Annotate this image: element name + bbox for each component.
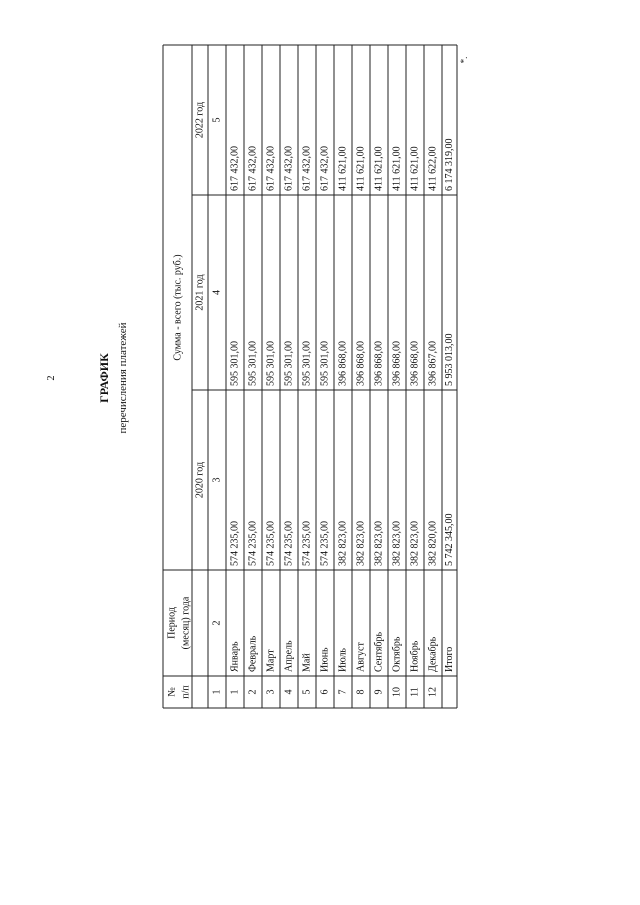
total-value-2021: 5 953 013,00 bbox=[444, 333, 455, 386]
table-row bbox=[374, 146, 385, 694]
row-number: 1 bbox=[229, 689, 241, 695]
row-month: Март bbox=[265, 649, 277, 672]
row-value-2021: 595 301,00 bbox=[319, 341, 331, 386]
row-value-2020: 574 235,00 bbox=[229, 521, 241, 566]
total-value-2020: 5 742 345,00 bbox=[444, 513, 455, 566]
header-sum-group: Сумма - всего (тыс. руб.) bbox=[172, 254, 184, 361]
row-value-2022: 617 432,00 bbox=[247, 146, 259, 191]
row-value-2021: 595 301,00 bbox=[301, 341, 313, 386]
row-value-2020: 574 235,00 bbox=[301, 521, 313, 566]
row-value-2022: 411 621,00 bbox=[391, 146, 403, 191]
table-row bbox=[266, 146, 277, 695]
row-month: Январь bbox=[229, 641, 241, 672]
table-row bbox=[248, 146, 259, 695]
row-value-2022: 411 621,00 bbox=[337, 146, 349, 191]
total-value-2022: 6 174 319,00 bbox=[444, 138, 455, 191]
row-value-2020: 574 235,00 bbox=[319, 521, 331, 566]
row-number: 2 bbox=[247, 689, 259, 695]
row-value-2021: 396 868,00 bbox=[409, 341, 421, 386]
col-number-4: 4 bbox=[211, 290, 223, 295]
header-num-sub: п/п bbox=[180, 685, 192, 699]
row-value-2020: 382 823,00 bbox=[337, 521, 349, 566]
table-row bbox=[230, 146, 241, 695]
row-month: Июль bbox=[337, 648, 349, 672]
row-month: Май bbox=[301, 653, 313, 672]
table-row bbox=[338, 146, 349, 694]
row-month: Сентябрь bbox=[373, 631, 385, 672]
header-num-label: № bbox=[166, 687, 178, 697]
col-number-5: 5 bbox=[211, 117, 223, 123]
row-value-2021: 396 868,00 bbox=[337, 341, 349, 386]
page-number: 2 bbox=[46, 375, 57, 381]
row-value-2020: 382 823,00 bbox=[373, 521, 385, 566]
row-value-2021: 396 868,00 bbox=[373, 341, 385, 386]
row-value-2020: 382 823,00 bbox=[391, 521, 403, 566]
row-value-2021: 595 301,00 bbox=[247, 341, 259, 386]
row-number: 7 bbox=[337, 689, 349, 695]
table-row bbox=[302, 146, 313, 695]
table-row bbox=[356, 146, 367, 694]
row-value-2020: 574 235,00 bbox=[283, 521, 295, 566]
col-number-3: 3 bbox=[211, 477, 223, 483]
row-number: 12 bbox=[427, 687, 439, 697]
row-number: 8 bbox=[355, 689, 367, 695]
header-year-2021: 2021 год bbox=[194, 274, 206, 311]
row-number: 10 bbox=[391, 687, 403, 697]
row-value-2021: 396 868,00 bbox=[355, 341, 367, 386]
row-number: 11 bbox=[409, 687, 421, 697]
row-value-2022: 411 621,00 bbox=[355, 146, 367, 191]
row-value-2022: 411 621,00 bbox=[373, 146, 385, 191]
row-value-2020: 382 823,00 bbox=[409, 521, 421, 566]
row-value-2021: 595 301,00 bbox=[265, 341, 277, 386]
row-value-2022: 411 621,00 bbox=[409, 146, 421, 191]
row-number: 5 bbox=[301, 689, 313, 695]
row-number: 6 bbox=[319, 689, 331, 695]
row-number: 3 bbox=[265, 689, 277, 695]
col-number-1: 1 bbox=[211, 689, 223, 695]
row-value-2022: 617 432,00 bbox=[229, 146, 241, 191]
row-month: Февраль bbox=[247, 635, 259, 672]
table-header bbox=[167, 102, 223, 699]
row-month: Апрель bbox=[283, 640, 295, 672]
table-row bbox=[320, 146, 331, 695]
row-month: Август bbox=[355, 642, 367, 672]
row-month: Октябрь bbox=[391, 636, 403, 672]
row-value-2020: 574 235,00 bbox=[265, 521, 277, 566]
row-number: 4 bbox=[283, 689, 295, 695]
row-value-2022: 617 432,00 bbox=[283, 146, 295, 191]
total-label: Итого bbox=[444, 646, 455, 672]
table-row bbox=[428, 146, 439, 697]
col-number-2: 2 bbox=[211, 620, 223, 626]
table-total-row bbox=[444, 139, 455, 673]
table-body bbox=[230, 139, 456, 698]
header-year-2022: 2022 год bbox=[194, 101, 206, 139]
document-title: ГРАФИК bbox=[97, 353, 111, 403]
header-period-sub: (месяц) года bbox=[180, 596, 192, 650]
row-value-2021: 595 301,00 bbox=[283, 341, 295, 386]
row-value-2021: 396 867,00 bbox=[427, 341, 439, 386]
document-subtitle: перечисления платежей bbox=[117, 322, 129, 434]
corner-mark: *. bbox=[459, 56, 469, 64]
row-value-2021: 595 301,00 bbox=[229, 341, 241, 386]
table-row bbox=[410, 146, 421, 696]
row-value-2020: 382 820,00 bbox=[427, 521, 439, 566]
row-value-2022: 617 432,00 bbox=[265, 146, 277, 191]
row-value-2020: 382 823,00 bbox=[355, 521, 367, 566]
table-row bbox=[392, 146, 403, 697]
row-month: Декабрь bbox=[427, 636, 439, 672]
row-value-2020: 574 235,00 bbox=[247, 521, 259, 566]
row-value-2022: 617 432,00 bbox=[301, 146, 313, 191]
row-value-2022: 617 432,00 bbox=[319, 146, 331, 191]
header-period-label: Период bbox=[166, 607, 178, 639]
table-row bbox=[284, 146, 295, 695]
row-value-2022: 411 622,00 bbox=[427, 146, 439, 191]
row-month: Июнь bbox=[319, 647, 331, 672]
header-year-2020: 2020 год bbox=[194, 461, 206, 499]
row-number: 9 bbox=[373, 689, 385, 695]
payment-schedule-table bbox=[163, 45, 457, 708]
row-month: Ноябрь bbox=[409, 640, 421, 672]
row-value-2021: 396 868,00 bbox=[391, 341, 403, 386]
